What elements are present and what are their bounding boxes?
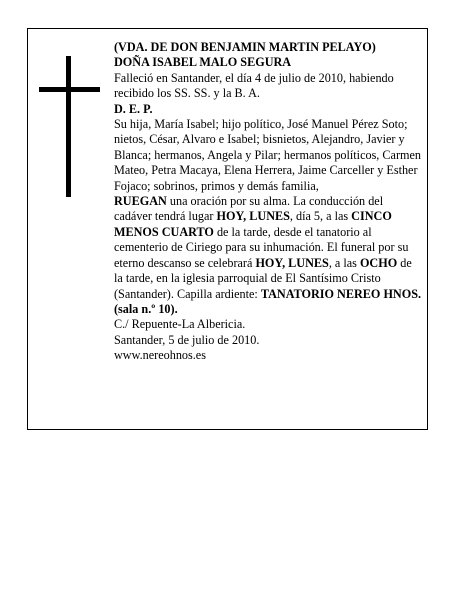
website-line: www.nereohnos.es bbox=[114, 348, 206, 363]
details-text-2: , día 5, a las bbox=[289, 209, 352, 224]
family-list: Su hija, María Isabel; hijo político, José Manuel Pérez Soto; nietos, César, Alvaro e Isabel; bisnietos, Alejandro, Javier y Blanca; hermanos, Angela y Pilar; hermanos políticos, Carmen Mateo, Petra Macaya, Elena Herrera, Jaime Carceller y Esther Fojaco; sobrinos, primos y demás familia, bbox=[114, 117, 421, 193]
tanatorio-text: TANATORIO NEREO HNOS. (sala n.º 10). bbox=[114, 286, 422, 316]
funeral-details bbox=[114, 194, 422, 317]
dep-line: D. E. P. bbox=[114, 101, 153, 116]
ruegan-text: RUEGAN bbox=[114, 194, 167, 209]
obituary-text bbox=[114, 40, 422, 364]
deceased-name: DOÑA ISABEL MALO SEGURA bbox=[114, 55, 292, 70]
details-text-1: una oración por su alma. La conducción del cadáver tendrá lugar bbox=[114, 194, 384, 224]
hoy-lunes-text-2: HOY, LUNES bbox=[255, 255, 329, 270]
widow-of-line: (VDA. DE DON BENJAMIN MARTIN PELAYO) bbox=[114, 40, 376, 54]
details-text-5: de la tarde, en la iglesia parroquial de El Santísimo Cristo (Santander). Capilla ardiente: bbox=[114, 255, 412, 301]
time-text: CINCO MENOS CUARTO bbox=[114, 209, 392, 239]
cross-horizontal-bar bbox=[39, 87, 100, 92]
hoy-lunes-text-1: HOY, LUNES bbox=[216, 209, 290, 224]
details-text-4: , a las bbox=[328, 255, 360, 270]
death-statement: Falleció en Santander, el día 4 de julio de 2010, habiendo recibido los SS. SS. y la B. A. bbox=[114, 70, 394, 101]
date-line: Santander, 5 de julio de 2010. bbox=[114, 332, 260, 347]
details-text-3: de la tarde, desde el tanatorio al cementerio de Ciriego para su inhumación. El funeral por su eterno descanso se celebrará bbox=[114, 224, 409, 270]
cross-vertical-bar bbox=[66, 56, 71, 197]
ocho-text: OCHO bbox=[359, 255, 398, 270]
address-line: C./ Repuente-La Albericia. bbox=[114, 317, 246, 332]
